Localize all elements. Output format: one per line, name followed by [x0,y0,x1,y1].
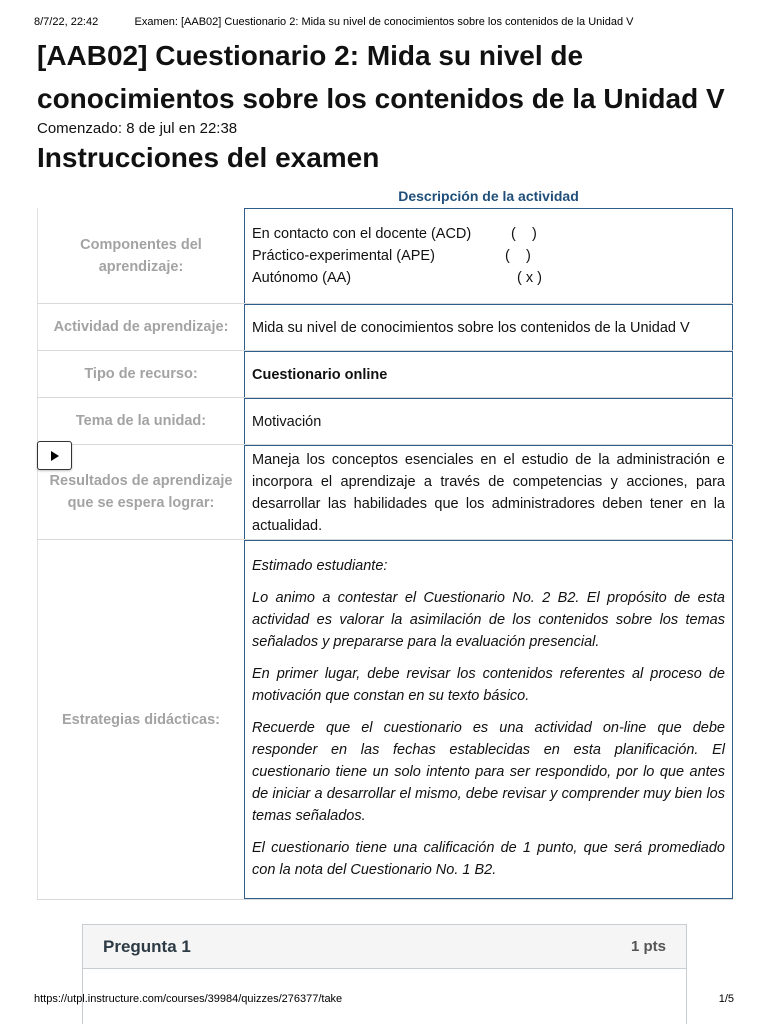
estrategias-paragraph: Recuerde que el cuestionario es una actividad on-line que debe responder en las fechas establecidas en esta planificación. El cuestionario tiene un solo intento para ser respondido, por lo que antes de iniciar a desarrollar el mismo, debe revisar y comprender muy bien los temas señalados. [252,720,725,824]
question-header [83,925,686,969]
estrategias-paragraph: Estimado estudiante: [252,558,388,574]
row-actividad [37,304,733,351]
question-name: Pregunta 1 [103,936,191,956]
tipo-recurso-label: Tipo de recurso: [37,351,244,397]
row-componentes [37,208,733,304]
started-timestamp: Comenzado: 8 de jul en 22:38 [37,120,238,137]
estrategias-paragraph: En primer lugar, debe revisar los contenidos referentes al proceso de motivación que constan en su texto básico. [252,666,725,704]
tema-label: Tema de la unidad: [37,398,244,444]
print-url: https://utpl.instructure.com/courses/39984/quizzes/276377/take [34,993,343,1005]
activity-description-table [37,208,733,900]
print-page-number: 1/5 [718,993,734,1005]
componente-acd: En contacto con el docente (ACD) ( ) [252,226,537,242]
componente-ape: Práctico-experimental (APE) ( ) [252,248,531,264]
play-button[interactable] [37,441,72,470]
instructions-title: Instrucciones del examen [37,142,380,173]
play-icon [51,451,59,461]
tema-value: Motivación [244,398,733,444]
print-footer [34,993,734,1007]
tipo-recurso-value: Cuestionario online [244,351,733,397]
print-header [34,16,734,30]
print-date: 8/7/22, 22:42 [34,16,99,28]
row-tema [37,398,733,445]
componentes-value [244,208,733,303]
question-card [82,924,687,1024]
actividad-label: Actividad de aprendizaje: [37,304,244,350]
actividad-value: Mida su nivel de conocimientos sobre los contenidos de la Unidad V [244,304,733,350]
row-resultados [37,445,733,540]
resultados-label: Resultados de aprendizaje que se espera lograr: [37,445,244,539]
estrategias-value [244,540,733,899]
estrategias-label: Estrategias didácticas: [37,540,244,899]
description-caption: Descripción de la actividad [398,188,579,204]
componente-aa: Autónomo (AA) ( x ) [252,270,542,286]
question-points: 1 pts [630,938,666,955]
estrategias-paragraph: El cuestionario tiene una calificación de 1 punto, que será promediado con la nota del Cuestionario No. 1 B2. [252,840,725,878]
row-estrategias [37,540,733,900]
quiz-title: [AAB02] Cuestionario 2: Mida su nivel de conocimientos sobre los contenidos de la Unidad V [37,40,725,114]
estrategias-paragraph: Lo animo a contestar el Cuestionario No. 2 B2. El propósito de esta actividad es valorar la asimilación de los contenidos sobre los temas señalados y prepararse para la evaluación presencial. [252,590,725,650]
componentes-label: Componentes del aprendizaje: [37,208,244,303]
print-document-title: Examen: [AAB02] Cuestionario 2: Mida su nivel de conocimientos sobre los contenidos de la Unidad V [134,16,634,28]
resultados-value: Maneja los conceptos esenciales en el estudio de la administración e incorpora el aprendizaje a través de competencias y acciones, para desarrollar las habilidades que los administradores deben tener en la actualidad. [244,445,733,539]
row-tipo-recurso [37,351,733,398]
